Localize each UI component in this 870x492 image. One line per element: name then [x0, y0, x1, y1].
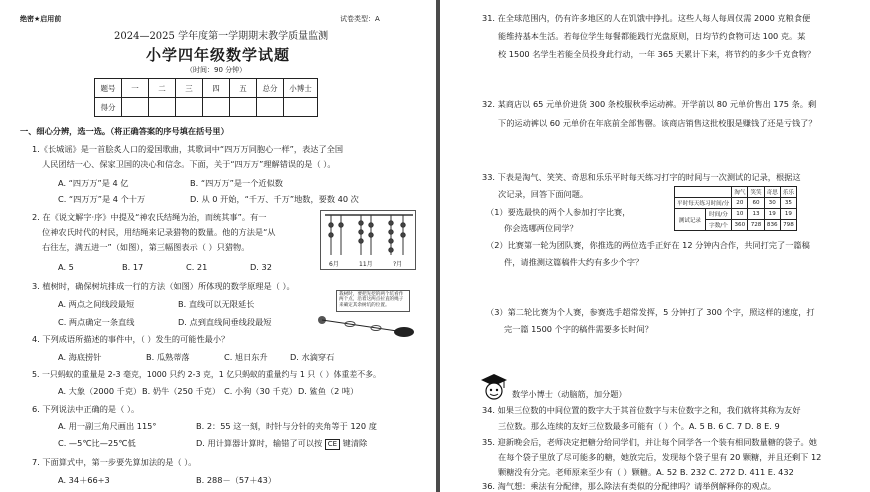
typing-record-table	[674, 186, 797, 231]
sub-question: 你会选哪两位同学？	[504, 223, 578, 233]
option: D. 水滴穿石	[290, 352, 335, 362]
option: B. “四万万”是一个近似数	[190, 178, 283, 188]
option-with-key: D. 用计算器计算时，输错了可以按 CE 键清除	[196, 438, 368, 448]
question-32-line: 下的运动裤以 60 元单价在年底前全部售罄。该商店销售这批校服是赚钱了还是亏钱了？	[498, 118, 817, 128]
section-heading: 一、细心分辨，选一选。（将正确答案的序号填在括号里）	[20, 126, 229, 136]
figure-label: 6月	[329, 261, 339, 268]
tree-planting-figure	[312, 290, 416, 342]
paper-title: 小学四年级数学试题	[146, 46, 291, 64]
option: A. 大象（2000 千克）	[58, 386, 142, 396]
question-31-line: 能维持基本生活。若每位学生每餐都能践行光盘原则，日均节约食物可达 100 克。某	[498, 31, 806, 41]
figure-label: 11月	[359, 261, 373, 268]
question-35-line: 颗糖没有分完。老师原来至少有（ ）颗糖。A. 52 B. 232 C. 272 D. 411 E. 432	[498, 467, 794, 477]
paper-type: 试卷类型：A	[340, 15, 380, 23]
score-table	[94, 78, 318, 117]
sub-question: （1）要选最快的两个人参加打字比赛，	[486, 207, 631, 217]
option: C. 两点确定一条直线	[58, 317, 135, 327]
table-row: 淘气 笑笑 奇思 乐乐	[675, 187, 797, 198]
rope-tree-pits-icon	[312, 310, 416, 342]
sub-question: （2）比赛第一轮为团队赛，你推选的两位选手正好在 12 分钟内合作，共同打完了一篇稿	[486, 240, 810, 250]
question-6-line: 6. 下列说法中正确的是（ ）。	[32, 404, 140, 414]
option: C. —5℃比—25℃低	[58, 438, 136, 448]
option: A. 海底捞针	[58, 352, 102, 362]
option: D. 32	[250, 262, 272, 272]
question-1-line: 人民团结一心、保家卫国的决心和信念。下面，关于“四万万”理解错误的是（ ）。	[42, 159, 336, 169]
option: C. “四万万”是 4 个十万	[58, 194, 146, 204]
calculator-key: CE	[325, 439, 340, 450]
option: A. 34＋66÷3	[58, 475, 110, 485]
option: A. 两点之间线段最短	[58, 299, 135, 309]
question-31-line: 31. 在全球范围内，仍有许多地区的人在饥饿中挣扎。这些人每人每周仅需 2000 克粮食便	[482, 13, 811, 23]
figure-note: 栽树时，要把先挖的两个坑看作两个点，沿着这两点拉直的绳子来确定其余树坑的位置。	[336, 290, 410, 312]
knot-rope-icon	[321, 211, 417, 261]
table-row: 题号 一 二 三 四 五 总分 小博士	[95, 79, 318, 98]
option: B. 直线可以无限延长	[178, 299, 255, 309]
table-row: 平时每天练习时间/分 20 60 30 35	[675, 198, 797, 209]
question-33-line: 次记录，回答下面问题。	[498, 189, 589, 199]
option: A. “四万万”是 4 亿	[58, 178, 129, 188]
option: A. 用一副三角尺画出 115°	[58, 421, 157, 431]
option: B. 2：55 这一刻，时针与分针的夹角等于 120 度	[196, 421, 377, 431]
option: B. 瓜熟蒂落	[146, 352, 190, 362]
option: B. 奶牛（250 千克）	[142, 386, 221, 396]
option: B. 288－（57＋43）	[196, 475, 277, 485]
table-row: 字数/个 360 728 836 798	[675, 220, 797, 231]
table-row: 测试记录 时间/分 10 13 19 19	[675, 209, 797, 220]
question-33-line: 33. 下表是淘气、笑笑、奇思和乐乐平时每天练习打字的时间与一次测试的记录，根据这	[482, 172, 801, 182]
question-4-line: 4. 下列成语所描述的事件中，（ ）发生的可能性最小？	[32, 334, 230, 344]
knot-rope-figure	[320, 210, 416, 270]
option: D. 鲨鱼（2 吨）	[298, 386, 359, 396]
right-page	[440, 0, 870, 492]
confidential-mark: 绝密★启用前	[20, 15, 62, 23]
sub-question: 件，请推测这篇稿件大约有多少个字？	[504, 257, 644, 267]
option: B. 17	[122, 262, 144, 272]
question-34-line: 三位数。那么连续的友好三位数最多可能有（ ）个。A. 5 B. 6 C. 7 D. 8 E. 9	[498, 421, 780, 431]
sub-question: 完一篇 1500 个字的稿件需要多长时间？	[504, 324, 653, 334]
bonus-section-title: 数学小博士（动脑筋，加分题）	[512, 389, 627, 399]
sub-question: （3）第二轮比赛为个人赛，参赛选手超常发挥，5 分钟打了 300 个字，照这样的速度，打	[486, 307, 815, 317]
question-35-line: 在每个袋子里放了尽可能多的糖，她放完后，发现每个袋子里有 20 颗糖，并且还剩下 12	[498, 452, 822, 462]
table-row: 得分	[95, 98, 318, 117]
option: C. 小狗（30 千克）	[224, 386, 298, 396]
question-3-line: 3. 植树时，确保树坑排成一行的方法（如图）所体现的数学原理是（ ）。	[32, 281, 295, 291]
figure-label: ?月	[393, 261, 403, 268]
option: C. 21	[186, 262, 208, 272]
question-2-line: 位神农氏时代的村民，用结绳来记录猎物的数量。他的方法是“从	[42, 227, 276, 237]
question-36-line: 36. 淘气想：乘法有分配律，那么除法有类似的分配律吗？请举例解释你的观点。	[482, 481, 776, 491]
question-2-line: 右往左，满五进一”（如图），第三幅图表示（ ）只猎物。	[42, 242, 250, 252]
option: A. 5	[58, 262, 74, 272]
exam-duration: （时间：90 分钟）	[186, 66, 247, 74]
option: C. 旭日东升	[224, 352, 268, 362]
question-31-line: 校 1500 名学生若能全员投身此行动，一年 365 天累计下来，将节约的多少千克食物？	[498, 49, 816, 59]
question-32-line: 32. 某商店以 65 元单价进货 300 条校服秋季运动裤。开学前以 80 元单价售出 175 条。剩	[482, 99, 817, 109]
question-1-line: 1.《长城谣》是一首脍炙人口的爱国歌曲，其歌词中“四万万同胞心一样”，表达了全国	[32, 144, 344, 154]
question-34-line: 34. 如果三位数的中间位置的数字大于其首位数字与末位数字之和，我们就将其称为友好	[482, 405, 801, 415]
question-7-line: 7. 下面算式中，第一步要先算加法的是（ ）。	[32, 457, 197, 467]
question-5-line: 5. 一只蚂蚁的重量是 2-3 毫克，1000 只约 2-3 克，1 亿只蚂蚁的重量约与 1 只（ ）体重差不多。	[32, 370, 381, 379]
exam-title: 2024—2025 学年度第一学期期末教学质量监测	[114, 31, 329, 42]
option: D. 点到直线间垂线段最短	[178, 317, 272, 327]
option: D. 从 0 开始，“千万、千万”地数，要数 40 次	[190, 194, 359, 204]
question-2-line: 2. 在《说文解字·序》中提及“神农氏结绳为治，而统其事”。有一	[32, 212, 267, 222]
question-35-line: 35. 迎新晚会后，老师决定把糖分给同学们，并让每个同学各一个装有相同数量糖的袋子。她	[482, 437, 817, 447]
doctor-cap-mascot-icon	[480, 372, 508, 402]
